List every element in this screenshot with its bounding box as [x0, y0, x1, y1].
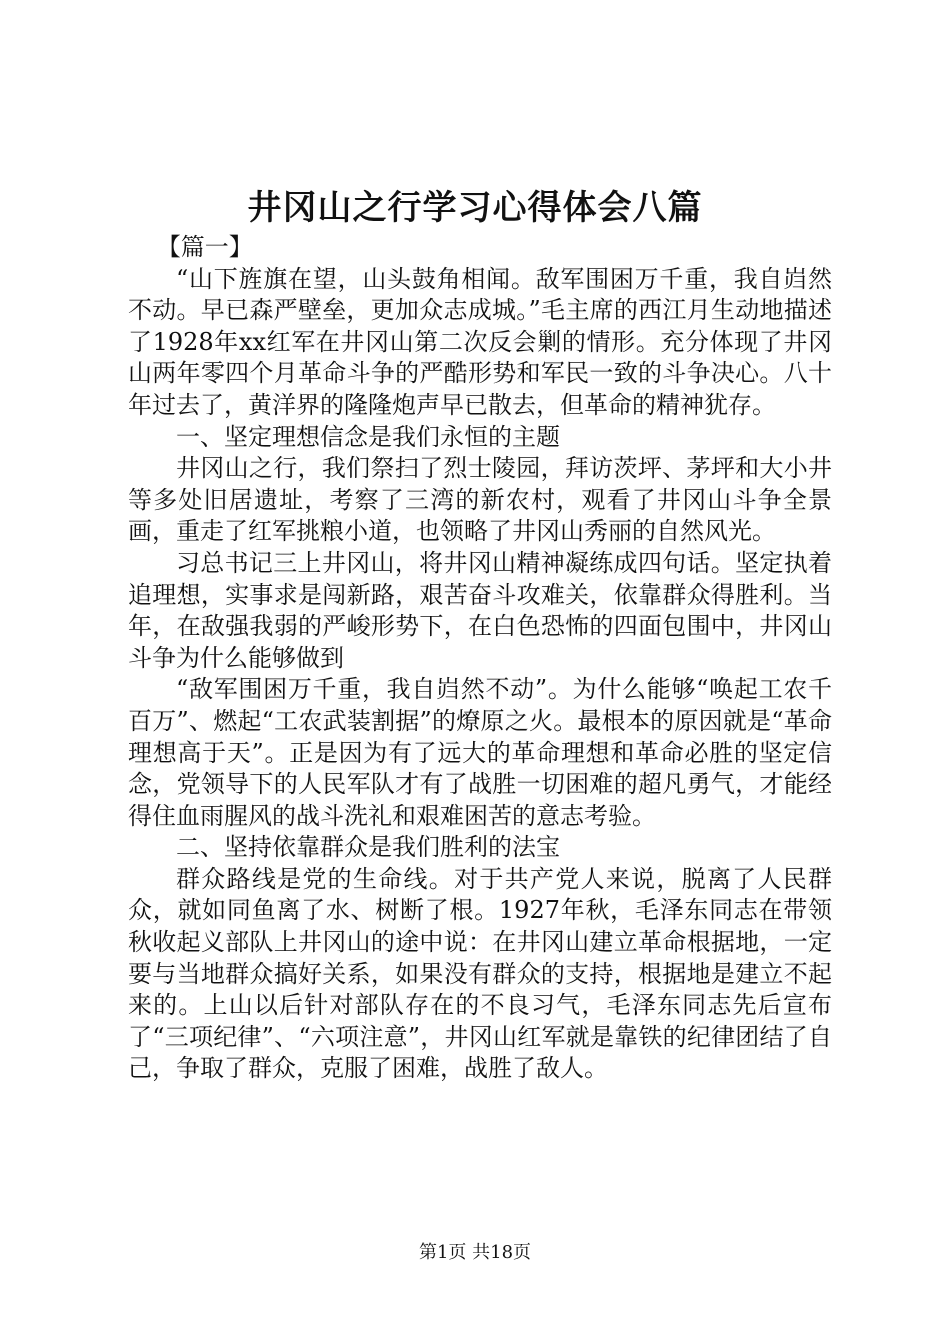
section-label: 【篇一】 — [156, 233, 253, 261]
paragraph: 群众路线是党的生命线。对于共产党人来说，脱离了人民群众，就如同鱼离了水、树断了根。1927年秋，毛泽东同志在带领秋收起义部队上井冈山的途中说：在井冈山建立革命根据地，一定要与当地群众搞好关系，如果没有群众的支持，根据地是建立不起来的。上山以后针对部队存在的不良习气，毛泽东同志先后宣布了“三项纪律”、“六项注意”，井冈山红军就是靠铁的纪律团结了自己，争取了群众，克服了困难，战胜了敌人。 — [128, 864, 832, 1083]
paragraph: “山下旌旗在望，山头鼓角相闻。敌军围困万千重，我自岿然不动。早已森严壁垒，更加众志成城。”毛主席的西江月生动地描述了1928年xx红军在井冈山第二次反会剿的情形。充分体现了井冈山两年零四个月革命斗争的严酷形势和军民一致的斗争决心。八十年过去了，黄洋界的隆隆炮声早已散去，但革命的精神犹存。 — [128, 264, 832, 419]
paragraph: 习总书记三上井冈山，将井冈山精神凝练成四句话。坚定执着追理想，实事求是闯新路，艰苦奋斗攻难关，依靠群众得胜利。当年，在敌强我弱的严峻形势下，在白色恐怖的四面包围中，井冈山斗争为什么能够做到 — [128, 548, 832, 672]
section-heading: 二、坚持依靠群众是我们胜利的法宝 — [176, 833, 560, 862]
page-footer: 第1页 共18页 — [418, 1242, 532, 1263]
paragraph: 井冈山之行，我们祭扫了烈士陵园，拜访茨坪、茅坪和大小井等多处旧居遗址，考察了三湾的新农村，观看了井冈山斗争全景画，重走了红军挑粮小道，也领略了井冈山秀丽的自然风光。 — [128, 454, 832, 546]
paragraph: “敌军围困万千重，我自岿然不动”。为什么能够“唤起工农千百万”、燃起“工农武装割据”的燎原之火。最根本的原因就是“革命理想高于天”。正是因为有了远大的革命理想和革命必胜的坚定信念，党领导下的人民军队才有了战胜一切困难的超凡勇气，才能经得住血雨腥风的战斗洗礼和艰难困苦的意志考验。 — [128, 675, 832, 830]
document-title: 井冈山之行学习心得体会八篇 — [247, 188, 703, 228]
section-heading: 一、坚定理想信念是我们永恒的主题 — [176, 422, 560, 451]
document-body — [128, 232, 832, 1085]
